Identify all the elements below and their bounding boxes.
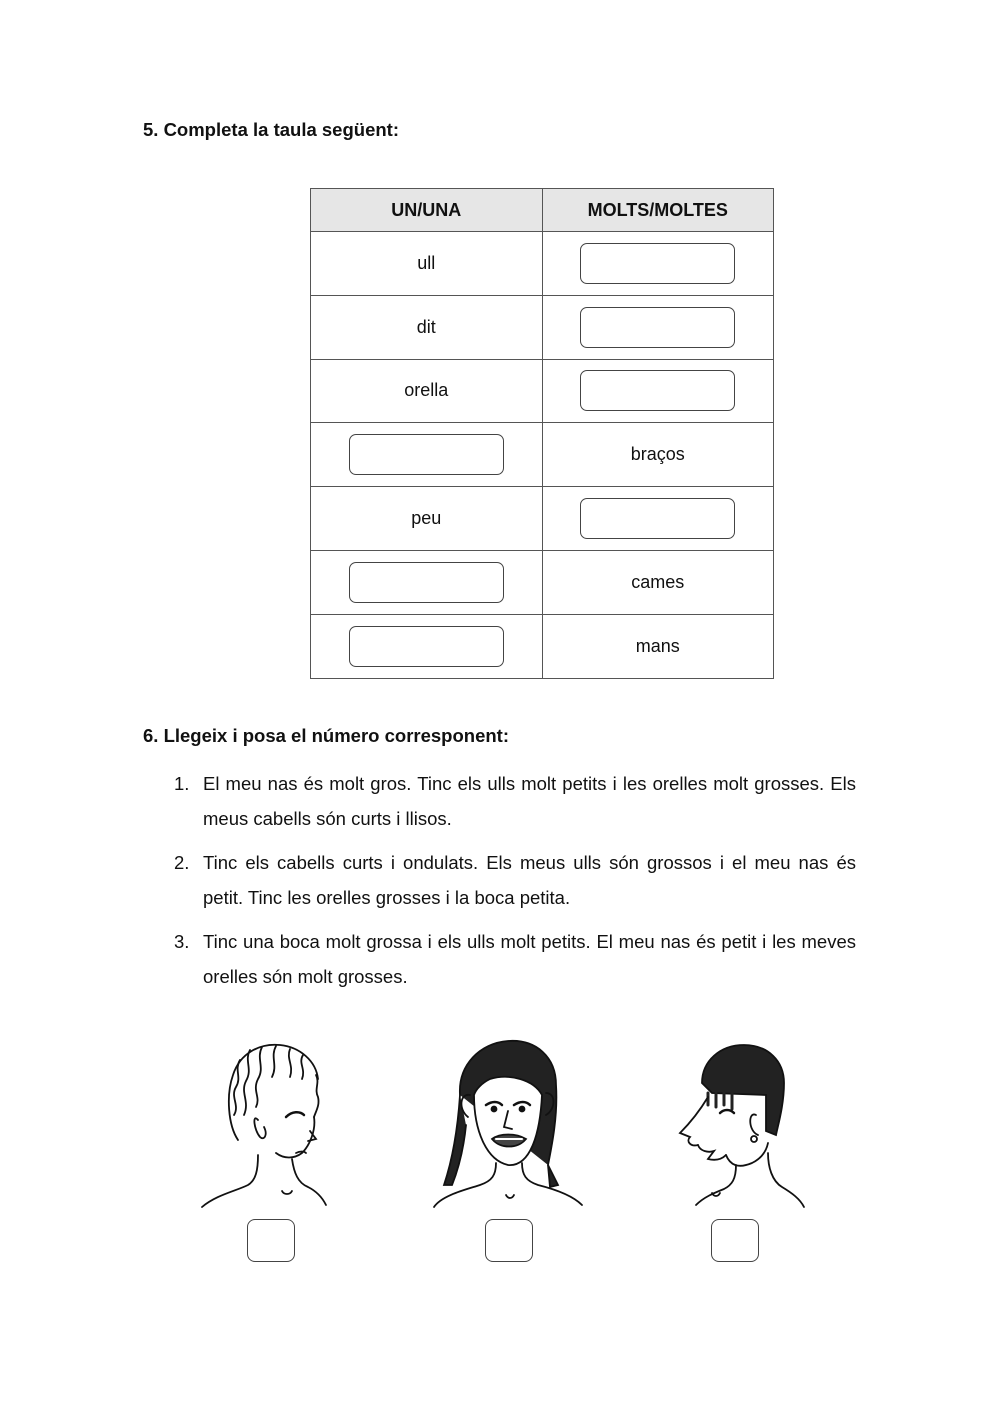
cell-plural xyxy=(542,487,774,551)
item-text: El meu nas és molt gros. Tinc els ulls molt petits i les orelles molt grosses. Els meus cabells són curts i llisos. xyxy=(203,773,856,829)
cell-plural: mans xyxy=(542,614,774,678)
cell-singular xyxy=(311,550,543,614)
face-illustration-long-hair xyxy=(430,1035,585,1210)
list-item xyxy=(174,766,856,836)
item-number: 1. xyxy=(174,773,190,794)
cell-singular: peu xyxy=(311,487,543,551)
cell-singular: ull xyxy=(311,232,543,296)
table-row xyxy=(311,614,774,678)
face-3-answer-box[interactable] xyxy=(711,1219,759,1262)
face-1-answer-box[interactable] xyxy=(247,1219,295,1262)
list-item xyxy=(174,924,856,994)
cell-plural: braços xyxy=(542,423,774,487)
table-row xyxy=(311,359,774,423)
table-row xyxy=(311,295,774,359)
cell-plural xyxy=(542,232,774,296)
cell-singular xyxy=(311,614,543,678)
item-text: Tinc una boca molt grossa i els ulls molt petits. El meu nas és petit i les meves orelles són molt grosses. xyxy=(203,931,856,987)
plural-answer-box[interactable] xyxy=(580,498,735,539)
header-plural: MOLTS/MOLTES xyxy=(542,189,774,232)
cell-singular xyxy=(311,423,543,487)
table-header-row xyxy=(311,189,774,232)
item-number: 2. xyxy=(174,852,190,873)
plural-answer-box[interactable] xyxy=(580,307,735,348)
table-row xyxy=(311,232,774,296)
cell-plural: cames xyxy=(542,550,774,614)
plural-answer-box[interactable] xyxy=(580,370,735,411)
exercise-5-title: 5. Completa la taula següent: xyxy=(143,119,399,140)
description-list xyxy=(174,766,856,1003)
table-row xyxy=(311,550,774,614)
plural-answer-box[interactable] xyxy=(580,243,735,284)
cell-singular: dit xyxy=(311,295,543,359)
item-text: Tinc els cabells curts i ondulats. Els meus ulls són grossos i el meu nas és petit. Tinc les orelles grosses i la boca petita. xyxy=(203,852,856,908)
face-2-answer-box[interactable] xyxy=(485,1219,533,1262)
face-illustration-straight-hair xyxy=(668,1035,808,1210)
cell-singular: orella xyxy=(311,359,543,423)
header-singular: UN/UNA xyxy=(311,189,543,232)
cell-plural xyxy=(542,295,774,359)
list-item xyxy=(174,845,856,915)
exercise-6-title: 6. Llegeix i posa el número corresponent: xyxy=(143,725,509,746)
cell-plural xyxy=(542,359,774,423)
singular-answer-box[interactable] xyxy=(349,626,504,667)
table-row xyxy=(311,487,774,551)
table-body xyxy=(311,232,774,679)
singular-answer-box[interactable] xyxy=(349,562,504,603)
face-illustration-wavy-hair xyxy=(198,1035,328,1210)
item-number: 3. xyxy=(174,931,190,952)
plural-table xyxy=(310,188,774,679)
singular-answer-box[interactable] xyxy=(349,434,504,475)
table-row xyxy=(311,423,774,487)
